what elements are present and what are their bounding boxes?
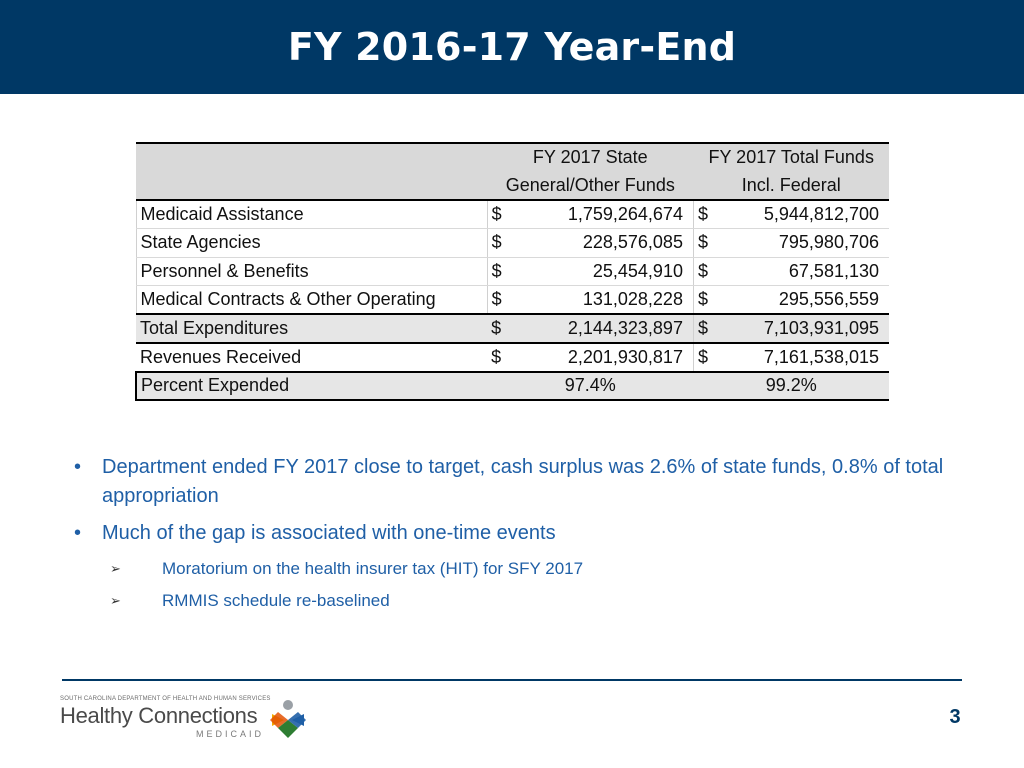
- bullet-item: [70, 453, 960, 511]
- dollar-sign: $: [693, 286, 713, 315]
- header-col1-line2: General/Other Funds: [487, 172, 693, 201]
- bullet-dot-icon: •: [74, 456, 82, 478]
- dollar-sign: $: [487, 257, 507, 286]
- state-funds-value: 2,144,323,897: [507, 314, 693, 343]
- header-blank-cell: [136, 143, 487, 172]
- row-label: Medicaid Assistance: [136, 200, 487, 229]
- header-col1-line1: FY 2017 State: [487, 143, 693, 172]
- total-funds-value: 5,944,812,700: [713, 200, 889, 229]
- bullet-list: [70, 453, 960, 612]
- state-percent-value: 97.4%: [487, 372, 693, 401]
- bullet-text: Department ended FY 2017 close to target, cash surplus was 2.6% of state funds, 0.8% of total appropriation: [102, 456, 944, 507]
- sub-bullet-item: [70, 558, 960, 580]
- dollar-sign: $: [693, 257, 713, 286]
- total-funds-value: 7,103,931,095: [713, 314, 889, 343]
- dollar-sign: $: [693, 343, 713, 372]
- table-header-row: [136, 143, 889, 172]
- logo-name-text: Healthy Connections: [60, 703, 258, 728]
- total-funds-value: 67,581,130: [713, 257, 889, 286]
- row-label: Percent Expended: [136, 372, 487, 401]
- revenues-received-row: [136, 343, 889, 372]
- logo-department-text: SOUTH CAROLINA DEPARTMENT OF HEALTH AND HUMAN SERVICES: [60, 696, 271, 702]
- sub-bullet-text: RMMIS schedule re-baselined: [162, 591, 390, 610]
- state-funds-value: 25,454,910: [507, 257, 693, 286]
- header-col2-line1: FY 2017 Total Funds: [693, 143, 889, 172]
- row-label: Revenues Received: [136, 343, 487, 372]
- logo-medicaid-text: MEDICAID: [196, 729, 265, 739]
- dollar-sign: $: [487, 343, 507, 372]
- dollar-sign: $: [693, 314, 713, 343]
- row-label: State Agencies: [136, 229, 487, 258]
- state-funds-value: 131,028,228: [507, 286, 693, 315]
- header-col2-line2: Incl. Federal: [693, 172, 889, 201]
- sub-bullet-text: Moratorium on the health insurer tax (HIT) for SFY 2017: [162, 559, 584, 578]
- row-label: Medical Contracts & Other Operating: [136, 286, 487, 315]
- bullet-item: [70, 519, 960, 548]
- dollar-sign: $: [487, 200, 507, 229]
- total-funds-value: 295,556,559: [713, 286, 889, 315]
- row-label: Personnel & Benefits: [136, 257, 487, 286]
- total-percent-value: 99.2%: [693, 372, 889, 401]
- bullet-dot-icon: •: [74, 522, 82, 544]
- row-label: Total Expenditures: [136, 314, 487, 343]
- table-row: [136, 257, 889, 286]
- table-header-row: [136, 172, 889, 201]
- title-bar: [0, 0, 1024, 94]
- header-blank-cell: [136, 172, 487, 201]
- arrow-bullet-icon: ➢: [110, 561, 121, 576]
- slide-title: FY 2016-17 Year-End: [287, 25, 737, 69]
- state-funds-value: 1,759,264,674: [507, 200, 693, 229]
- percent-expended-row: [136, 372, 889, 401]
- table-row: [136, 200, 889, 229]
- dollar-sign: $: [487, 314, 507, 343]
- bullet-text: Much of the gap is associated with one-time events: [102, 522, 556, 544]
- dollar-sign: $: [693, 200, 713, 229]
- dollar-sign: $: [693, 229, 713, 258]
- arrow-bullet-icon: ➢: [110, 593, 121, 608]
- total-funds-value: 795,980,706: [713, 229, 889, 258]
- total-expenditures-row: [136, 314, 889, 343]
- table-row: [136, 229, 889, 258]
- logo-mark-icon: [268, 698, 308, 742]
- expenditure-table: [135, 142, 889, 401]
- state-funds-value: 228,576,085: [507, 229, 693, 258]
- healthy-connections-logo: [60, 696, 320, 746]
- dollar-sign: $: [487, 286, 507, 315]
- total-funds-value: 7,161,538,015: [713, 343, 889, 372]
- sub-bullet-item: [70, 590, 960, 612]
- state-funds-value: 2,201,930,817: [507, 343, 693, 372]
- page-number: 3: [949, 706, 961, 728]
- footer-divider: [62, 679, 962, 681]
- dollar-sign: $: [487, 229, 507, 258]
- table-row: [136, 286, 889, 315]
